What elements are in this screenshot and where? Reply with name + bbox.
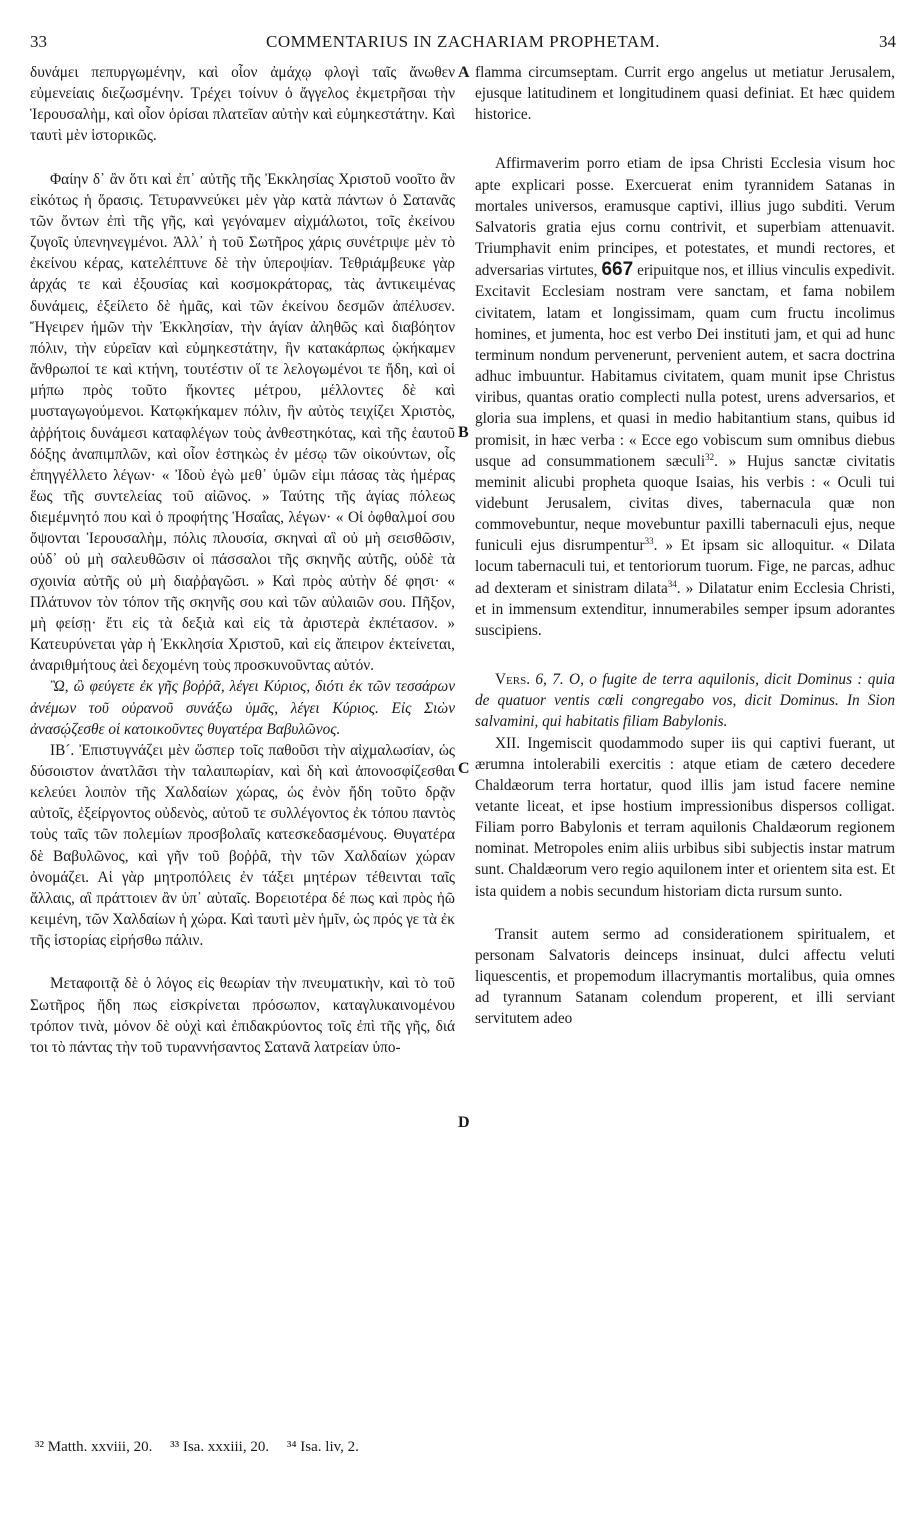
footnote-33: ³³ Isa. xxxiii, 20.	[170, 1439, 270, 1455]
greek-paragraph-4: Μεταφοιτᾷ δὲ ὁ λόγος εἰς θεωρίαν τὴν πνευματικὴν, καὶ τὸ τοῦ Σωτῆρος ἤδη πως εἰσκρίνεται πρόσωπον, καταγλυκαινομένου τρόπον τινὰ, μόνον δὲ οὐχὶ καὶ ἐπιδακρύοντος τοῖς ἐπὶ τῆς γῆς, διά τοι τὸ πάντας τὴν τοῦ τυραννήσαντος Σατανᾶ λατρείαν ὑπο-	[30, 975, 455, 1056]
running-header	[30, 32, 896, 60]
footnote-ref-32: 32	[705, 451, 715, 462]
latin-paragraph-2-text-d: . » Et ipsam sic alloquitur. « Dilata locum tabernaculi tui, et tentoriorum tuorum. Fige, ne parcas, adhuc ad dexteram et sinistram dilata	[475, 537, 895, 597]
margin-mark-a: A	[458, 64, 470, 81]
latin-column	[475, 62, 895, 1030]
page-number-left: 33	[30, 32, 47, 51]
latin-verse-text: 6, 7. O, o fugite de terra aquilonis, dicit Dominus : quia de quatuor ventis cœli congregabo vos, dicit Dominus. In Sion salvamini, qui habitatis filiam Babylonis.	[475, 671, 895, 731]
latin-paragraph-4: Transit autem sermo ad considerationem spiritualem, et personam Salvatoris deinceps insinuat, dulci affectu veluti liquescentis, et propemodum illacrymantis mortalibus, quia omnes ad tyrannum Satanam colendum properent, et illi serviant servitutem adeo	[475, 925, 895, 1028]
latin-paragraph-2	[475, 153, 895, 641]
latin-paragraph-2-text-a: Affirmaverim porro etiam de ipsa Christi Ecclesia visum hoc apte explicari posse. Exercuerat enim tyrannidem Satanas in mortales universos, eramusque captivi, illius jugo subditi. Verum Salvatoris gratia ejus cornu contrivit, et superbiam attenuavit. Triumphavit enim principes, et potestates, et mundi rectores, et adversarias virtutes,	[475, 155, 895, 280]
verse-label: Vers.	[495, 671, 531, 689]
footnote-34: ³⁴ Isa. liv, 2.	[286, 1439, 359, 1455]
footnotes	[35, 1439, 895, 1456]
greek-paragraph-1: δυνάμει πεπυργωμένην, καὶ οἷον ἀμάχῳ φλογὶ ταῖς ἄνωθεν εὐμενείαις διεζωσμένην. Τρέχει τοίνυν ὁ ἄγγελος ἐκμετρῆσαι τὴν Ἱερουσαλὴμ, καὶ οἷον ὁρίσαι πλατεῖαν αὐτὴν καὶ εὐμηκεστάτην. Καὶ ταυτὶ μὲν ἱστορικῶς.	[30, 64, 455, 145]
latin-paragraph-3: XII. Ingemiscit quodammodo super iis qui captivi fuerant, ut ærumna intolerabili exercitis : atque etiam de cætero decedere Chaldæorum terra hortatur, quod illis jam istud facere nemine vetante liceat, et ipse hostium impressionibus dispersos colligat. Filiam porro Babylonis et terram aquilonis Chaldæorum regionem nominat. Metropoles enim aliis urbibus sibi subjectis instar matrum sunt. Chaldæorum vero regio aquilonem inter et orientem sita est. Et ista quidem a nobis secundum historiam dicta rursum sunto.	[475, 734, 895, 900]
column-number: 667	[601, 259, 634, 281]
latin-paragraph-2-text-b: eripuitque nos, et illius vinculis expedivit. Excitavit Ecclesiam nostram vere sanctam, et fama nobilem civitatem, latam et longissimam, quam cum fructu incolimus homines, et jumenta, hoc est verbo Dei instituti jam, et qui ad hunc terminum nondum pervenerunt, pervenient autem, et sacra doctrina adhuc imbuuntur. Habitamus civitatem, quam munit ipse Christus viribus, quantas oratio complecti nulla potest, urens adversarios, et gloria sua implens, et quasi in medio habitantium stans, quibus id promisit, in hæc verba : « Ecce ego vobiscum sum omnibus diebus usque ad consummationem sæculi	[475, 262, 895, 470]
latin-paragraph-2-text-c: . » Hujus sanctæ civitatis meminit alicubi propheta quoque Isaias, his verbis : « Oculi tui videbunt Jerusalem, civitas dives, tabernacula quæ non commovebuntur, neque movebuntur paxilli tabernaculi ejus, neque funiculi ejus disrumpentur	[475, 452, 895, 555]
latin-verse	[475, 669, 895, 732]
footnote-32: ³² Matth. xxviii, 20.	[35, 1439, 153, 1455]
latin-paragraph-2-text-e: . » Dilatatur enim Ecclesia Christi, et in immensum extenditur, innumerabiles semper ipsum adorantes suscipiens.	[475, 579, 895, 639]
margin-mark-d: D	[458, 1114, 470, 1131]
margin-mark-b: B	[458, 424, 469, 441]
greek-paragraph-3: ΙΒ´. Ἐπιστυγνάζει μὲν ὥσπερ τοῖς παθοῦσι τὴν αἰχμαλωσίαν, ὡς δύσοιστον ἀνατλᾶσι τὴν ταλαιπωρίαν, καὶ δὴ καὶ ἀπονοσφίζεσθαι κελεύει λοιπὸν τῆς Χαλδαίων χώρας, ὡς ἐνὸν ἤδη τοῦτο δρᾷν αὐτοῖς, ἐξείργοντος οὐδενὸς, αὐτοῦ τε συλλέγοντος ἐκ τόπου παντὸς τοὺς ταῖς τῶν πολεμίων προσβολαῖς κατεσκεδασμένους. Θυγατέρα δὲ Βαβυλῶνος, καὶ γῆν τοῦ βοῤῥᾶ, τὴν τῶν Χαλδαίων χώραν ὀνομάζει. Αἱ γὰρ μητροπόλεις ἐν τάξει μητέρων τέθεινται ταῖς ἄλλαις, αἳ πράττοιεν ἂν ὑπ᾽ αὐταῖς. Βορειοτέρα δέ πως καὶ πρὸς ἠῶ κειμένη, τῶν Χαλδαίων ἡ χώρα. Καὶ ταυτὶ μὲν ἡμῖν, ὡς πρός γε τὰ ἐκ τῆς ἱστορίας εἰρήσθω πάλιν.	[30, 741, 455, 950]
greek-verse: Ὢ, ὢ φεύγετε ἐκ γῆς βοῤῥᾶ, λέγει Κύριος, διότι ἐκ τῶν τεσσάρων ἀνέμων τοῦ οὐρανοῦ συνάξω ὑμᾶς, λέγει Κύριος. Εἰς Σιὼν ἀνασῴζεσθε οἱ κατοικοῦντες θυγατέρα Βαβυλῶνος.	[30, 678, 455, 738]
latin-paragraph-1: flamma circumseptam. Currit ergo angelus ut metiatur Jerusalem, ejusque latitudinem et longitudinem quasi definiat. Et hæc quidem historice.	[475, 64, 895, 124]
footnote-ref-34: 34	[667, 578, 677, 589]
running-title: COMMENTARIUS IN ZACHARIAM PROPHETAM.	[265, 32, 661, 51]
footnote-ref-33: 33	[644, 536, 654, 547]
greek-column	[30, 62, 455, 1058]
margin-mark-c: C	[458, 760, 470, 777]
page-number-right: 34	[879, 32, 896, 51]
greek-paragraph-2: Φαίην δ᾽ ἂν ὅτι καὶ ἐπ᾽ αὐτῆς τῆς Ἐκκλησίας Χριστοῦ νοοῖτο ἂν εἰκότως ἡ ὅρασις. Τετυραννεύκει μὲν γὰρ κατὰ πάντων ὁ Σατανᾶς τῶν ὄντων ἐπὶ τῆς γῆς, καὶ γεγόναμεν αἰχμάλωτοι, τοῖς ἐκείνου ζυγοῖς ὑπενηνεγμένοι. Ἀλλ᾽ ἡ τοῦ Σωτῆρος χάρις συνέτριψε μὲν τὸ ἐκείνου κέρας, κατελέπτυνε δὲ τὴν ὑπεροψίαν. Τεθριάμβευκε γὰρ ἀρχάς τε καὶ ἐξουσίας καὶ κοσμοκράτορας, τὰς ἀντικειμένας δυνάμεις, ἐξείλετο δὲ ἡμᾶς, καὶ τῶν ἐκείνου δεσμῶν ἀπέλυσεν. Ἤγειρεν ἡμῶν τὴν Ἐκκλησίαν, τὴν ἁγίαν ἀληθῶς καὶ διαβόητον πόλιν, τὴν εὐρεῖαν καὶ εὐμηκεστάτην, ἣν κατακάρπως ᾠκήκαμεν ἄνθρωποί τε καὶ κτήνη, τουτέστιν οἵ τε λελογωμένοι τε ἤδη, καὶ οἱ μήπω πρὸς τοῦτο ἥκοντες μέτρου, μέλλοντες δὲ καὶ μυσταγωγούμενοι. Κατῳκήκαμεν πόλιν, ἣν αὐτὸς τειχίζει Χριστὸς, ἀῤῥήτοις δυνάμεσι καταφλέγων τοὺς ἀνθεστηκότας, καὶ τῆς ἑαυτοῦ δόξης ἀναπιμπλῶν, καὶ οἷον ἑστηκὼς ἐν μέσῳ τῶν οἰκούντων, οἷς ἐπηγγέλλετο λέγων· « Ἰδοὺ ἐγὼ μεθ᾽ ὑμῶν εἰμι πάσας τὰς ἡμέρας ἕως τῆς συντελείας τοῦ αἰῶνος. » Ταύτης τῆς ἁγίας πόλεως διεμέμνητό που καὶ ὁ προφήτης Ἡσαΐας, λέγων· « Οἱ ὀφθαλμοί σου ὄψονται Ἱερουσαλὴμ, πόλις πλουσία, σκηναὶ αἳ οὐ μὴ σεισθῶσιν, οὐδ᾽ οὐ μὴ σαλευθῶσιν οἱ πάσσαλοι τῆς σκηνῆς αὐτῆς, οὐδὲ τὰ σχοινία αὐτῆς οὐ μὴ διαῤῥαγῶσι. » Καὶ πρὸς αὐτὴν δέ φησι· « Πλάτυνον τὸν τόπον τῆς σκηνῆς σου καὶ τῶν αὐλαιῶν σου. Πῆξον, μὴ φείσῃ· ἔτι εἰς τὰ δεξιὰ καὶ εἰς τὰ ἀριστερὰ ἐκπέτασον. » Κατευρύνεται γὰρ ἡ Ἐκκλησία Χριστοῦ, καὶ εἰς ἄπειρον ἐκτείνεται, ἀναριθμήτους ἀεὶ δεχομένη τοὺς προσκυνοῦντας αὐτόν.	[30, 170, 455, 675]
